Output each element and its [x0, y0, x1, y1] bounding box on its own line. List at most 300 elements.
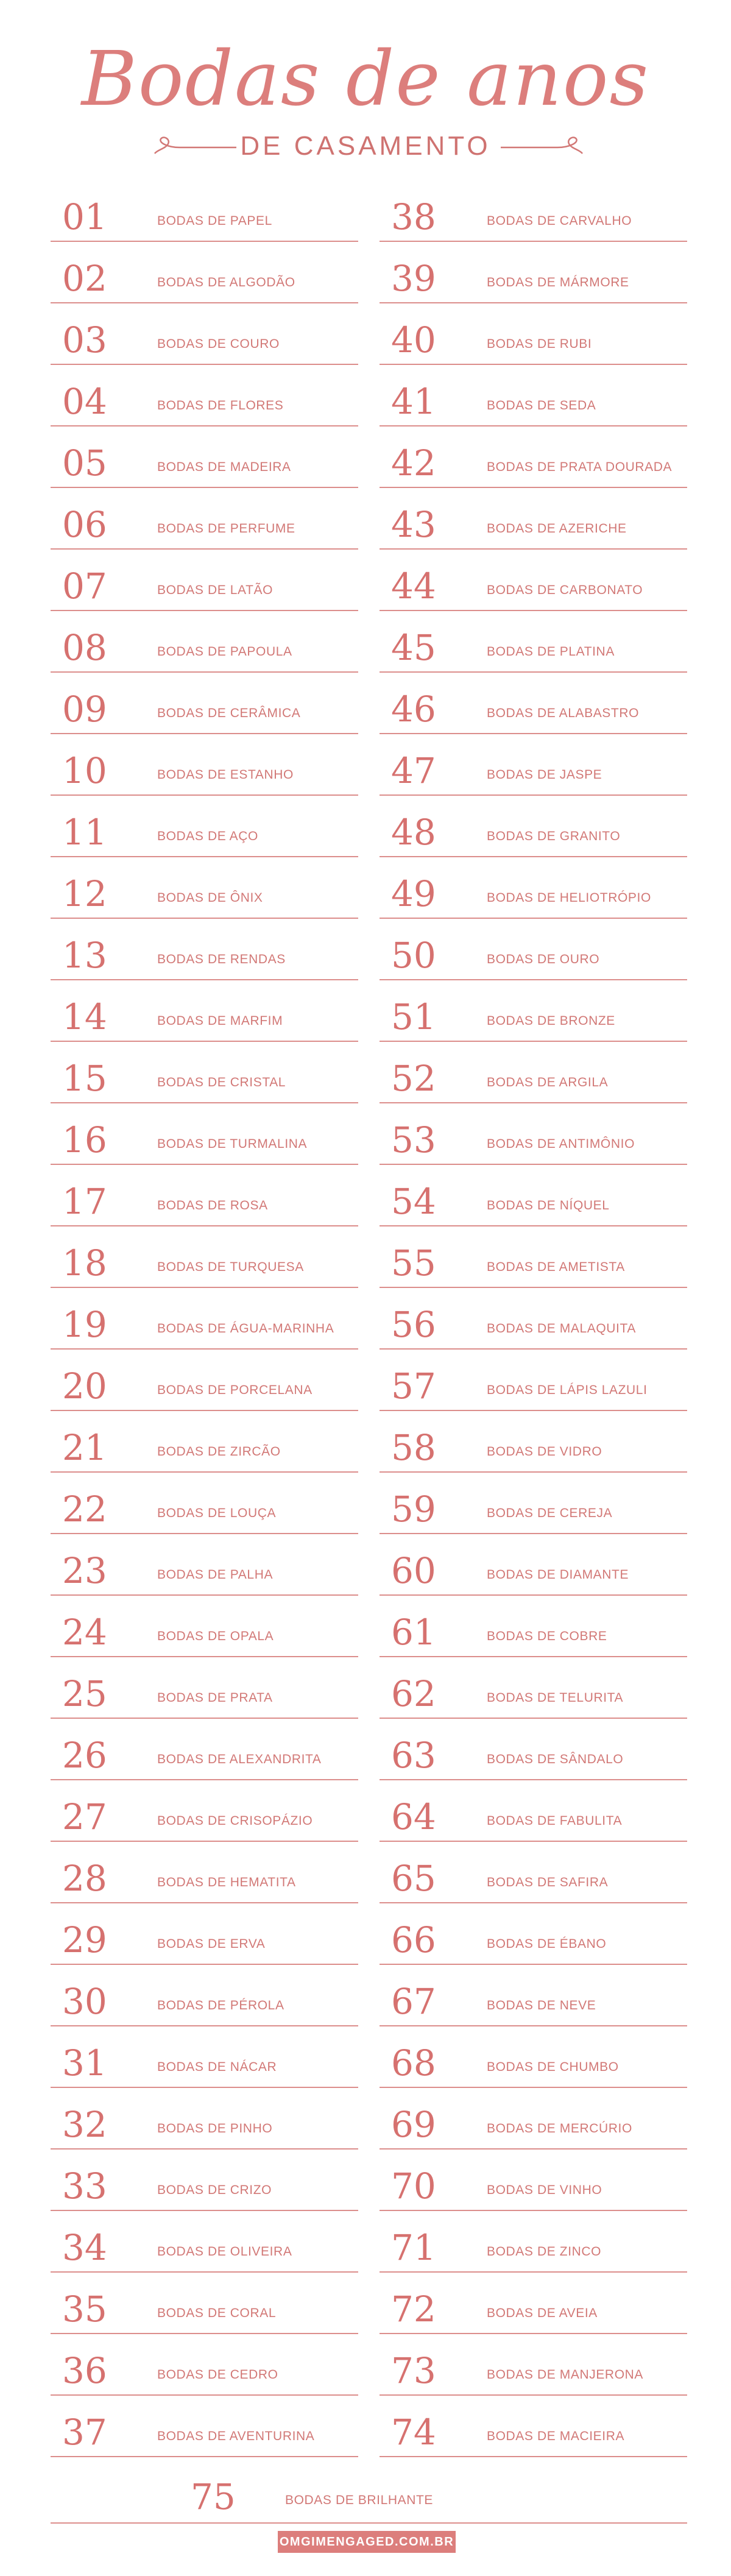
- list-item: [51, 1231, 358, 1293]
- list-item: [51, 1601, 358, 1662]
- list-item: [51, 308, 358, 370]
- divider: [380, 1348, 687, 1350]
- divider: [380, 2148, 687, 2150]
- divider: [51, 1964, 358, 1965]
- divider: [380, 1533, 687, 1534]
- divider: [51, 2271, 358, 2273]
- list-item: [380, 1354, 687, 1416]
- anniversary-number: 69: [391, 2104, 436, 2145]
- divider: [51, 2148, 358, 2150]
- anniversary-label: BODAS DE VIDRO: [487, 1445, 602, 1459]
- divider: [51, 1902, 358, 1903]
- anniversary-label: BODAS DE MALAQUITA: [487, 1322, 636, 1336]
- divider: [380, 2210, 687, 2211]
- anniversary-number: 34: [62, 2227, 107, 2268]
- anniversary-number: 62: [391, 1673, 436, 1714]
- anniversary-label: BODAS DE GRANITO: [487, 829, 621, 843]
- divider: [51, 1841, 358, 1842]
- list-item: [380, 1293, 687, 1354]
- anniversary-label: BODAS DE SEDA: [487, 398, 596, 412]
- anniversary-label: BODAS DE CRISTAL: [157, 1075, 286, 1089]
- anniversary-label: BODAS DE ARGILA: [487, 1075, 609, 1089]
- anniversary-number: 31: [62, 2042, 107, 2084]
- anniversary-label: BODAS DE RUBI: [487, 337, 592, 351]
- divider: [51, 2087, 358, 2088]
- anniversary-label: BODAS DE PALHA: [157, 1568, 274, 1582]
- list-item: [51, 2277, 358, 2339]
- divider: [51, 794, 358, 796]
- anniversary-label: BODAS DE CARBONATO: [487, 583, 643, 597]
- list-item: [380, 2339, 687, 2401]
- list-item: [51, 1724, 358, 1785]
- divider: [380, 2394, 687, 2396]
- divider: [51, 1656, 358, 1657]
- anniversary-number: 56: [391, 1304, 436, 1345]
- anniversary-label: BODAS DE FLORES: [157, 398, 284, 412]
- list-item: [380, 801, 687, 862]
- list-item: [51, 431, 358, 493]
- anniversary-label: BODAS DE AVEIA: [487, 2306, 598, 2320]
- divider: [380, 856, 687, 857]
- anniversary-label: BODAS DE PAPEL: [157, 214, 272, 228]
- anniversary-number: 11: [62, 812, 107, 853]
- anniversary-label: BODAS DE NÍQUEL: [487, 1198, 610, 1212]
- anniversary-number: 61: [391, 1612, 436, 1653]
- anniversary-label: BODAS DE ALABASTRO: [487, 706, 640, 720]
- anniversary-label: BODAS DE LÁPIS LAZULI: [487, 1383, 648, 1397]
- anniversary-label: BODAS DE PORCELANA: [157, 1383, 313, 1397]
- anniversary-label: BODAS DE ÉBANO: [487, 1937, 607, 1951]
- anniversary-number: 40: [391, 319, 436, 361]
- list-item: [380, 2277, 687, 2339]
- list-item: [380, 1416, 687, 1477]
- anniversary-label: BODAS DE COBRE: [487, 1629, 607, 1643]
- anniversary-label: BODAS DE TURMALINA: [157, 1137, 308, 1151]
- divider: [380, 671, 687, 673]
- anniversary-number: 26: [62, 1735, 107, 1776]
- list-item: [380, 2154, 687, 2216]
- divider: [380, 548, 687, 550]
- anniversary-number: 29: [62, 1919, 107, 1961]
- list-item: [380, 1970, 687, 2031]
- anniversary-label: BODAS DE FABULITA: [487, 1814, 623, 1828]
- anniversary-number: 15: [62, 1058, 107, 1099]
- list-item: [380, 308, 687, 370]
- anniversary-number: 52: [391, 1058, 436, 1099]
- anniversary-number: 04: [62, 381, 107, 422]
- list-item: [51, 1047, 358, 1108]
- anniversary-number: 36: [62, 2350, 107, 2391]
- anniversary-number: 70: [391, 2165, 436, 2207]
- divider: [51, 1594, 358, 1596]
- divider: [380, 1718, 687, 1719]
- anniversary-number: 23: [62, 1550, 107, 1591]
- anniversary-label: BODAS DE BRILHANTE: [285, 2493, 434, 2507]
- divider: [51, 1348, 358, 1350]
- anniversary-label: BODAS DE ANTIMÔNIO: [487, 1137, 635, 1151]
- divider: [380, 1594, 687, 1596]
- divider: [51, 979, 358, 980]
- anniversary-number: 10: [62, 750, 107, 791]
- anniversary-label: BODAS DE ÁGUA-MARINHA: [157, 1322, 334, 1336]
- anniversary-number: 48: [391, 812, 436, 853]
- anniversary-label: BODAS DE CHUMBO: [487, 2060, 619, 2074]
- anniversary-label: BODAS DE OPALA: [157, 1629, 274, 1643]
- anniversary-number: 59: [391, 1488, 436, 1530]
- anniversary-number: 66: [391, 1919, 436, 1961]
- anniversary-number: 58: [391, 1427, 436, 1468]
- anniversary-label: BODAS DE PINHO: [157, 2121, 273, 2135]
- divider: [380, 425, 687, 426]
- divider: [380, 1779, 687, 1780]
- divider: [380, 487, 687, 488]
- anniversary-number: 38: [391, 196, 436, 238]
- anniversary-number: 14: [62, 996, 107, 1038]
- list-item: [51, 1847, 358, 1908]
- list-item: [51, 739, 358, 801]
- list-item: [380, 554, 687, 616]
- list-item: [51, 862, 358, 924]
- list-item: [380, 493, 687, 554]
- anniversary-number: 49: [391, 873, 436, 915]
- subtitle-block: [0, 122, 731, 171]
- left-column: [51, 185, 358, 2462]
- anniversary-label: BODAS DE CEDRO: [157, 2368, 278, 2382]
- anniversary-label: BODAS DE ERVA: [157, 1937, 266, 1951]
- anniversary-label: BODAS DE ZINCO: [487, 2245, 602, 2259]
- list-item: [380, 1170, 687, 1231]
- anniversary-number: 35: [62, 2288, 107, 2330]
- divider: [51, 2456, 358, 2457]
- anniversary-label: BODAS DE LOUÇA: [157, 1506, 277, 1520]
- anniversary-label: BODAS DE LATÃO: [157, 583, 274, 597]
- anniversary-number: 44: [391, 565, 436, 607]
- divider: [380, 1225, 687, 1226]
- list-item: [51, 1293, 358, 1354]
- anniversary-label: BODAS DE COURO: [157, 337, 280, 351]
- list-item: [51, 678, 358, 739]
- anniversary-number: 24: [62, 1612, 107, 1653]
- list-item: [380, 1908, 687, 1970]
- divider: [380, 2025, 687, 2026]
- anniversary-number: 06: [62, 504, 107, 545]
- anniversary-label: BODAS DE ZIRCÃO: [157, 1445, 281, 1459]
- anniversary-label: BODAS DE PAPOULA: [157, 645, 292, 659]
- list-item: [51, 370, 358, 431]
- anniversary-label: BODAS DE PERFUME: [157, 522, 295, 536]
- anniversary-number: 20: [62, 1365, 107, 1407]
- anniversary-label: BODAS DE SÂNDALO: [487, 1752, 624, 1766]
- divider: [51, 856, 358, 857]
- list-item: [380, 1539, 687, 1601]
- anniversary-label: BODAS DE PLATINA: [487, 645, 615, 659]
- divider: [380, 1656, 687, 1657]
- list-item: [380, 924, 687, 985]
- list-item: [380, 1231, 687, 1293]
- list-item: [51, 616, 358, 678]
- anniversary-number: 16: [62, 1119, 107, 1161]
- divider: [51, 1779, 358, 1780]
- anniversary-label: BODAS DE JASPE: [487, 768, 602, 782]
- list-item: [51, 247, 358, 308]
- list-item: [51, 1170, 358, 1231]
- divider: [51, 1471, 358, 1473]
- anniversary-label: BODAS DE AVENTURINA: [157, 2429, 315, 2443]
- divider: [51, 1718, 358, 1719]
- anniversary-number: 51: [391, 996, 436, 1038]
- list-item: [51, 2154, 358, 2216]
- anniversary-number: 45: [391, 627, 436, 668]
- list-item: [51, 2339, 358, 2401]
- divider: [380, 979, 687, 980]
- list-item: [380, 1724, 687, 1785]
- anniversary-label: BODAS DE ALGODÃO: [157, 275, 295, 289]
- divider: [380, 2271, 687, 2273]
- anniversary-label: BODAS DE ALEXANDRITA: [157, 1752, 322, 1766]
- divider: [380, 1841, 687, 1842]
- list-item: [380, 616, 687, 678]
- right-column: [380, 185, 687, 2462]
- anniversary-label: BODAS DE MÁRMORE: [487, 275, 629, 289]
- anniversary-number: 37: [62, 2411, 107, 2453]
- list-item: [380, 1785, 687, 1847]
- anniversary-label: BODAS DE NEVE: [487, 1998, 596, 2012]
- divider: [51, 1102, 358, 1103]
- divider: [51, 302, 358, 303]
- list-item: [380, 1047, 687, 1108]
- divider: [380, 364, 687, 365]
- anniversary-number: 12: [62, 873, 107, 915]
- list-item: [380, 1662, 687, 1724]
- list-item: [380, 431, 687, 493]
- anniversary-label: BODAS DE CRIZO: [157, 2183, 272, 2197]
- list-item: [51, 1785, 358, 1847]
- divider: [380, 2087, 687, 2088]
- anniversary-label: BODAS DE HEMATITA: [157, 1875, 296, 1889]
- anniversary-label: BODAS DE TURQUESA: [157, 1260, 304, 1274]
- anniversary-number: 21: [62, 1427, 107, 1468]
- anniversary-number: 55: [391, 1242, 436, 1284]
- anniversary-number: 39: [391, 258, 436, 299]
- anniversary-number: 01: [62, 196, 107, 238]
- anniversary-label: BODAS DE HELIOTRÓPIO: [487, 891, 651, 905]
- divider: [380, 1471, 687, 1473]
- list-item: [51, 1908, 358, 1970]
- anniversary-number: 64: [391, 1796, 436, 1838]
- anniversary-label: BODAS DE OLIVEIRA: [157, 2245, 292, 2259]
- anniversary-label: BODAS DE AÇO: [157, 829, 258, 843]
- divider: [380, 2333, 687, 2334]
- list-item: [51, 554, 358, 616]
- anniversary-label: BODAS DE AZERICHE: [487, 522, 627, 536]
- anniversary-number: 05: [62, 442, 107, 484]
- divider: [51, 2333, 358, 2334]
- list-item: [51, 2031, 358, 2093]
- anniversary-label: BODAS DE PRATA DOURADA: [487, 460, 673, 474]
- anniversary-label: BODAS DE SAFIRA: [487, 1875, 609, 1889]
- divider: [380, 918, 687, 919]
- divider: [51, 364, 358, 365]
- list-item: [380, 370, 687, 431]
- list-item: [380, 1108, 687, 1170]
- list-item: [380, 2093, 687, 2154]
- list-item: [380, 1477, 687, 1539]
- divider: [380, 241, 687, 242]
- anniversary-label: BODAS DE ÔNIX: [157, 891, 263, 905]
- anniversary-number: 68: [391, 2042, 436, 2084]
- anniversary-number: 67: [391, 1981, 436, 2022]
- anniversary-number: 60: [391, 1550, 436, 1591]
- anniversary-label: BODAS DE CORAL: [157, 2306, 277, 2320]
- list-item: [51, 1539, 358, 1601]
- divider: [51, 548, 358, 550]
- divider: [51, 425, 358, 426]
- list-item: [51, 185, 358, 247]
- anniversary-number: 72: [391, 2288, 436, 2330]
- list-item: [380, 985, 687, 1047]
- anniversary-number: 18: [62, 1242, 107, 1284]
- divider: [51, 1041, 358, 1042]
- divider: [51, 241, 358, 242]
- divider: [51, 1287, 358, 1288]
- anniversary-label: BODAS DE ESTANHO: [157, 768, 294, 782]
- anniversary-number: 73: [391, 2350, 436, 2391]
- divider: [51, 733, 358, 734]
- anniversary-number: 13: [62, 935, 107, 976]
- list-item: [51, 493, 358, 554]
- divider: [51, 918, 358, 919]
- divider: [380, 794, 687, 796]
- anniversary-number: 30: [62, 1981, 107, 2022]
- divider: [380, 1964, 687, 1965]
- list-item: [51, 1477, 358, 1539]
- anniversary-number: 42: [391, 442, 436, 484]
- divider: [51, 610, 358, 611]
- list-item: [51, 924, 358, 985]
- divider: [380, 733, 687, 734]
- page-title: Bodas de anos: [81, 35, 650, 123]
- list-item: [51, 801, 358, 862]
- list-item: [51, 985, 358, 1047]
- divider: [380, 1902, 687, 1903]
- list-item: [380, 739, 687, 801]
- anniversary-label: BODAS DE ROSA: [157, 1198, 268, 1212]
- anniversary-number: 17: [62, 1181, 107, 1222]
- anniversary-number: 65: [391, 1858, 436, 1899]
- list-item: [380, 2401, 687, 2462]
- anniversary-number: 27: [62, 1796, 107, 1838]
- anniversary-label: BODAS DE AMETISTA: [487, 1260, 625, 1274]
- divider: [51, 2522, 687, 2524]
- anniversary-label: BODAS DE VINHO: [487, 2183, 602, 2197]
- list-item: [51, 1970, 358, 2031]
- anniversary-label: BODAS DE MARFIM: [157, 1014, 283, 1028]
- anniversary-label: BODAS DE CERÂMICA: [157, 706, 301, 720]
- anniversary-label: BODAS DE PÉROLA: [157, 1998, 284, 2012]
- anniversary-label: BODAS DE OURO: [487, 952, 600, 966]
- list-item: [380, 185, 687, 247]
- list-item: [51, 2093, 358, 2154]
- anniversary-number: 22: [62, 1488, 107, 1530]
- anniversary-number: 43: [391, 504, 436, 545]
- anniversary-number: 08: [62, 627, 107, 668]
- anniversary-number: 41: [391, 381, 436, 422]
- anniversary-label: BODAS DE RENDAS: [157, 952, 286, 966]
- anniversary-label: BODAS DE MERCÚRIO: [487, 2121, 632, 2135]
- list-item: [380, 2031, 687, 2093]
- list-item: [380, 678, 687, 739]
- anniversary-number: 09: [62, 688, 107, 730]
- divider: [380, 302, 687, 303]
- list-item: [380, 2216, 687, 2277]
- divider: [51, 2210, 358, 2211]
- anniversary-number: 19: [62, 1304, 107, 1345]
- anniversary-label: BODAS DE MACIEIRA: [487, 2429, 625, 2443]
- list-item: [380, 862, 687, 924]
- anniversary-number: 25: [62, 1673, 107, 1714]
- divider: [380, 1287, 687, 1288]
- list-item-last: [51, 2475, 687, 2524]
- anniversary-number: 07: [62, 565, 107, 607]
- anniversary-number: 03: [62, 319, 107, 361]
- list-item: [51, 1662, 358, 1724]
- anniversary-label: BODAS DE CRISOPÁZIO: [157, 1814, 313, 1828]
- anniversary-number: 28: [62, 1858, 107, 1899]
- anniversary-label: BODAS DE PRATA: [157, 1691, 273, 1705]
- anniversary-number: 46: [391, 688, 436, 730]
- list-item: [51, 1416, 358, 1477]
- list-item: [51, 2216, 358, 2277]
- anniversary-number: 53: [391, 1119, 436, 1161]
- anniversary-number: 71: [391, 2227, 436, 2268]
- list-item: [51, 1108, 358, 1170]
- divider: [51, 2394, 358, 2396]
- list-item: [380, 1847, 687, 1908]
- anniversary-number: 57: [391, 1365, 436, 1407]
- divider: [380, 1041, 687, 1042]
- divider: [51, 487, 358, 488]
- anniversary-number: 50: [391, 935, 436, 976]
- anniversary-label: BODAS DE NÁCAR: [157, 2060, 277, 2074]
- list-item: [51, 1354, 358, 1416]
- divider: [51, 1410, 358, 1411]
- divider: [380, 1164, 687, 1165]
- anniversary-number: 47: [391, 750, 436, 791]
- anniversary-number: 33: [62, 2165, 107, 2207]
- anniversary-number: 75: [191, 2476, 236, 2518]
- anniversary-label: BODAS DE CEREJA: [487, 1506, 613, 1520]
- anniversary-number: 63: [391, 1735, 436, 1776]
- divider: [380, 1410, 687, 1411]
- anniversary-label: BODAS DE MADEIRA: [157, 460, 291, 474]
- anniversary-number: 02: [62, 258, 107, 299]
- divider: [380, 2456, 687, 2457]
- anniversary-label: BODAS DE CARVALHO: [487, 214, 632, 228]
- list-item: [380, 1601, 687, 1662]
- right-flourish-icon: [500, 135, 585, 160]
- anniversary-number: 54: [391, 1181, 436, 1222]
- anniversary-label: BODAS DE BRONZE: [487, 1014, 615, 1028]
- divider: [51, 1225, 358, 1226]
- list-item: [51, 2401, 358, 2462]
- anniversary-label: BODAS DE MANJERONA: [487, 2368, 644, 2382]
- divider: [380, 610, 687, 611]
- list-item: [380, 247, 687, 308]
- anniversary-label: BODAS DE DIAMANTE: [487, 1568, 629, 1582]
- divider: [51, 671, 358, 673]
- divider: [380, 1102, 687, 1103]
- page-subtitle: DE CASAMENTO: [240, 131, 491, 161]
